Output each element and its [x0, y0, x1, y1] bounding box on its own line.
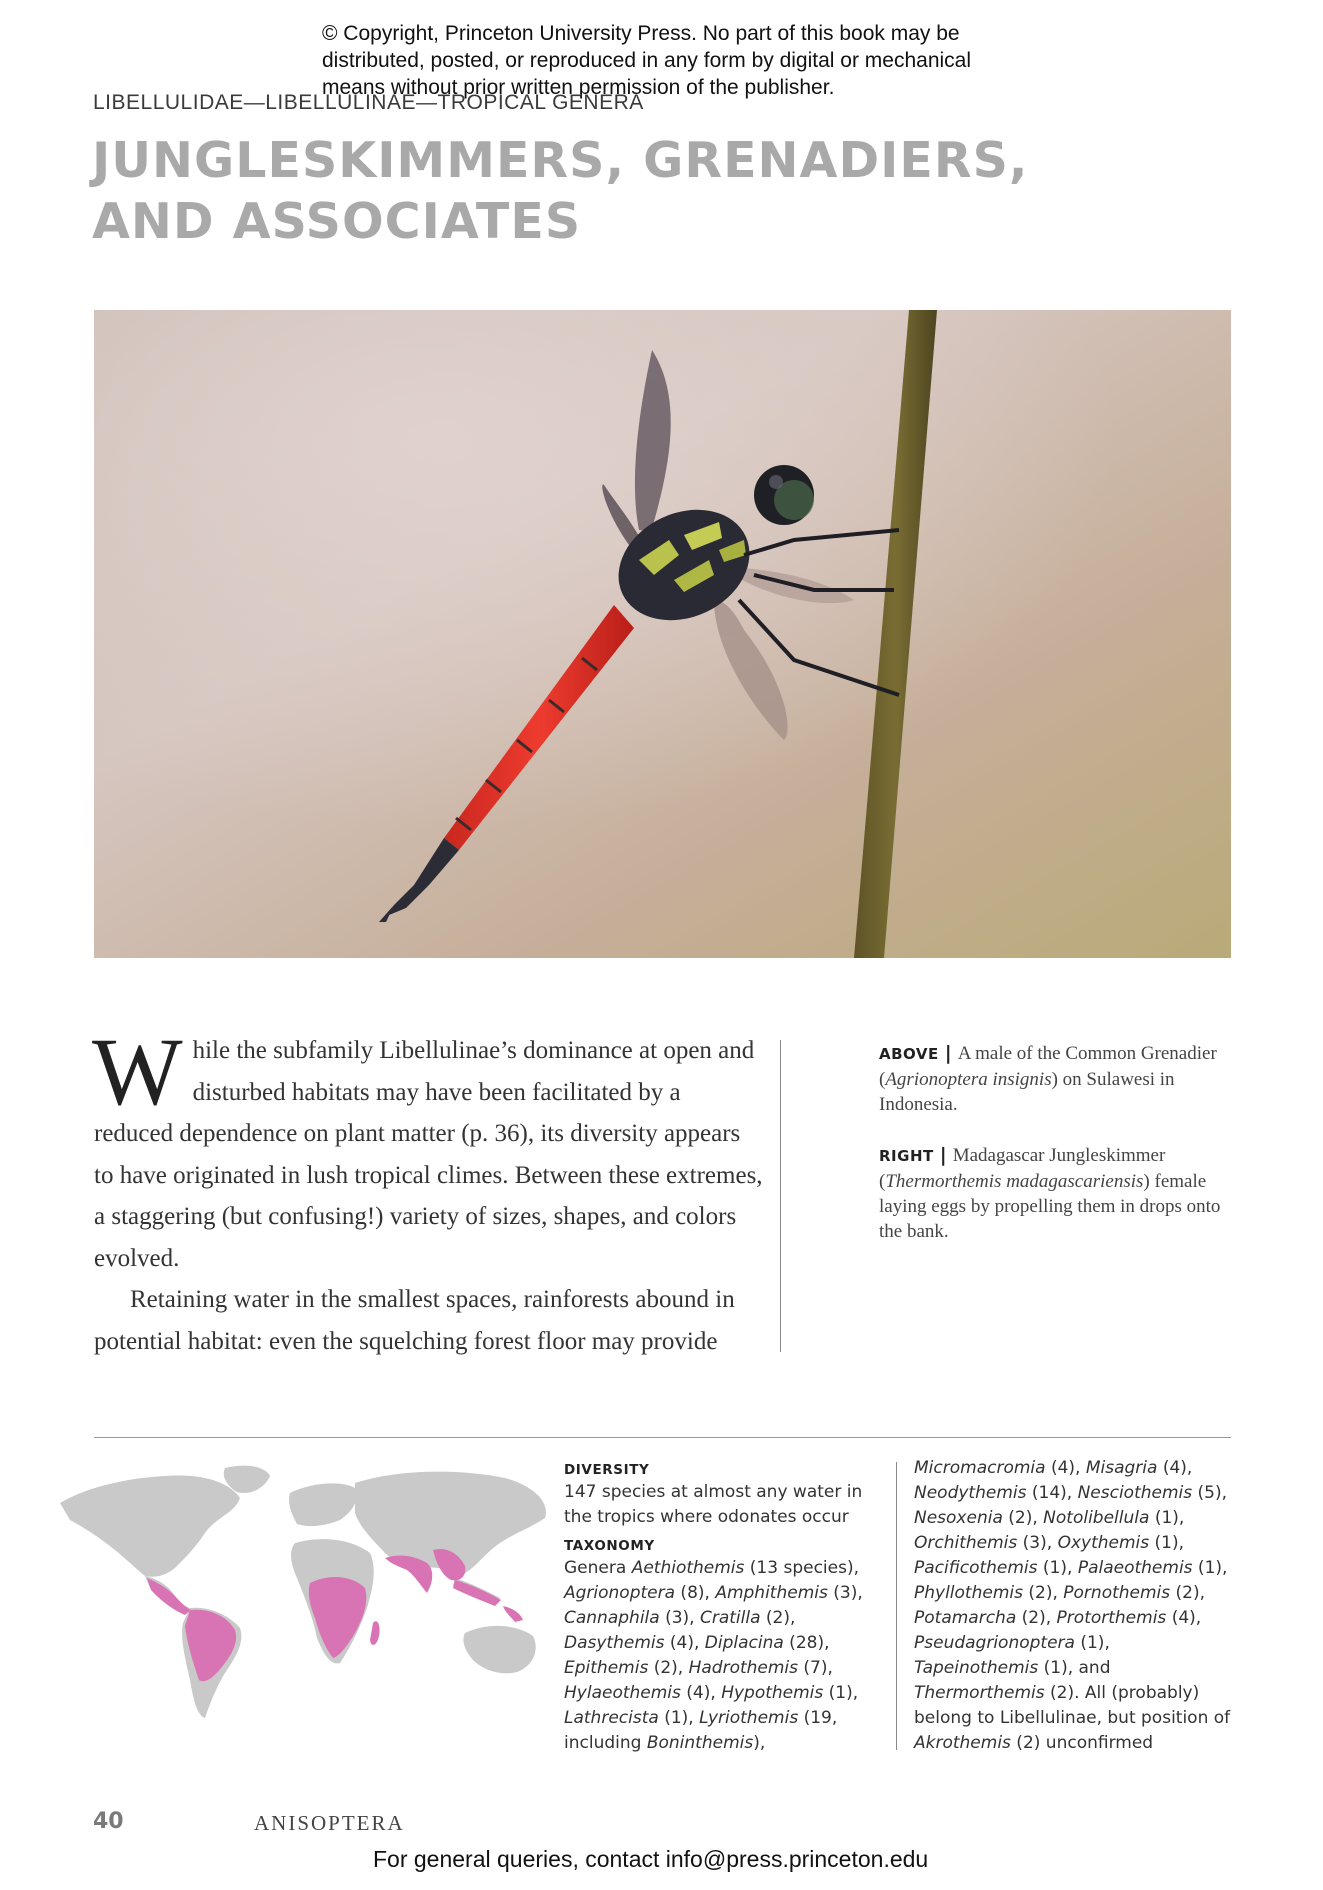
- genus-count: (3),: [1017, 1533, 1058, 1553]
- genus-count: (1),: [1074, 1633, 1110, 1653]
- genus-count: (1),: [658, 1708, 700, 1728]
- paragraph-1: [92, 1018, 764, 1279]
- genus-count: (1),: [1149, 1508, 1185, 1528]
- genus-name: Lyriothemis: [699, 1708, 799, 1728]
- genus-name: Akrothemis: [914, 1733, 1011, 1753]
- genus-count: (3),: [827, 1583, 863, 1603]
- genus-count: (28),: [783, 1633, 830, 1653]
- page-title: [92, 130, 1092, 252]
- genus-name: Dasythemis: [564, 1633, 665, 1653]
- genus-count: (5),: [1192, 1483, 1228, 1503]
- genus-name: Diplacina: [704, 1633, 784, 1653]
- drop-cap: W: [92, 1018, 183, 1125]
- caption-label: ABOVE: [879, 1045, 939, 1063]
- facts-divider: [896, 1462, 897, 1750]
- genus-name: Pseudagrionoptera: [914, 1633, 1075, 1653]
- taxonomy-genera-list-continued: [914, 1456, 1234, 1756]
- genus-name: Cannaphila: [564, 1608, 660, 1628]
- genus-count: (8),: [675, 1583, 716, 1603]
- genus-name: Palaeothemis: [1077, 1558, 1193, 1578]
- copyright-line: distributed, posted, or reproduced in any form by digital or mechanical: [322, 49, 972, 72]
- copyright-line: © Copyright, Princeton University Press. No part of this book may be: [322, 22, 960, 45]
- genus-name: Aethiothemis: [631, 1558, 745, 1578]
- genus-count: (1), and: [1038, 1658, 1111, 1678]
- genus-name: Amphithemis: [715, 1583, 828, 1603]
- copyright-notice: [322, 20, 1082, 101]
- genus-count: (1),: [823, 1683, 859, 1703]
- genus-count: (1),: [1037, 1558, 1078, 1578]
- genus-name: Pornothemis: [1063, 1583, 1171, 1603]
- diversity-text: 147 species at almost any water in the tropics where odonates occur: [564, 1482, 863, 1527]
- caption-separator: |: [939, 1144, 947, 1166]
- genus-count: (1),: [1192, 1558, 1228, 1578]
- column-divider: [780, 1040, 781, 1352]
- genus-name: Hypothemis: [721, 1683, 824, 1703]
- caption-text: A male of the Common Grenadier (: [879, 1043, 1217, 1090]
- genus-count: (7),: [798, 1658, 833, 1678]
- genus-count: (4),: [1045, 1458, 1086, 1478]
- diversity-heading: DIVERSITY: [564, 1462, 650, 1478]
- genus-count: (2),: [1022, 1583, 1064, 1603]
- genus-name: Epithemis: [564, 1658, 649, 1678]
- caption-text: ) on Sulawesi in Indonesia.: [879, 1069, 1175, 1115]
- genus-count: (4),: [1166, 1608, 1202, 1628]
- genus-count: (3),: [659, 1608, 700, 1628]
- genus-name: Boninthemis: [646, 1733, 754, 1753]
- genus-count: ),: [753, 1733, 766, 1753]
- body-text: [92, 1018, 764, 1362]
- paragraph-1-text: hile the subfamily Libellulinae’s dominance at open and disturbed habitats may have been facilitated by a reduced dependence on plant matter (p. 36), its diversity appears to have originated in lush tropical climes. Between these extremes, a staggering (but confusing!) variety of sizes, shapes, and colors evolved.: [94, 1037, 763, 1272]
- genus-name: Micromacromia: [914, 1458, 1046, 1478]
- caption-text: Madagascar Jungleskimmer (: [879, 1145, 1166, 1192]
- caption-label: RIGHT: [879, 1147, 934, 1165]
- genus-name: Notolibellula: [1043, 1508, 1150, 1528]
- genus-count: (1),: [1149, 1533, 1184, 1553]
- genus-name: Hylaeothemis: [564, 1683, 681, 1703]
- genus-count: (4),: [680, 1683, 722, 1703]
- genus-name: Nesciothemis: [1077, 1483, 1193, 1503]
- caption-right: [879, 1143, 1224, 1244]
- genus-name: Agrionoptera: [564, 1583, 676, 1603]
- genus-name: Phyllothemis: [914, 1583, 1023, 1603]
- dragonfly-photo: [94, 310, 1231, 958]
- section-rule: [94, 1437, 1231, 1438]
- genus-count: (2). All (probably) belong to Libellulinae, but position of: [914, 1683, 1231, 1728]
- caption-above: [879, 1041, 1224, 1117]
- genus-count: (19, including: [564, 1708, 838, 1753]
- genus-count: (2),: [1016, 1608, 1057, 1628]
- genus-count: Genera: [564, 1558, 632, 1578]
- dragonfly-head: [754, 465, 814, 525]
- genus-name: Neodythemis: [914, 1483, 1027, 1503]
- paragraph-2: Retaining water in the smallest spaces, rainforests abound in potential habitat: even the squelching forest floor may provide: [94, 1286, 735, 1355]
- contact-footer: For general queries, contact info@press.princeton.edu: [373, 1846, 929, 1872]
- facts-column-left: [564, 1460, 864, 1756]
- genus-name: Nesoxenia: [914, 1508, 1003, 1528]
- genus-name: Cratilla: [699, 1608, 761, 1628]
- genus-name: Potamarcha: [914, 1608, 1017, 1628]
- taxonomy-heading: TAXONOMY: [564, 1538, 655, 1554]
- caption-separator: |: [944, 1042, 952, 1064]
- caption-species: Thermorthemis madagascariensis: [885, 1171, 1144, 1192]
- photo-captions: [879, 1041, 1224, 1270]
- genus-count: (2),: [648, 1658, 689, 1678]
- genus-count: (2) unconfirmed: [1010, 1733, 1154, 1753]
- genus-name: Tapeinothemis: [914, 1658, 1039, 1678]
- copyright-line: means without prior written permission of the publisher.: [322, 76, 835, 99]
- genus-name: Protorthemis: [1056, 1608, 1167, 1628]
- genus-name: Oxythemis: [1057, 1533, 1150, 1553]
- taxonomy-genera-list: [564, 1556, 864, 1756]
- genus-count: (2),: [1002, 1508, 1044, 1528]
- title-line-1: JUNGLESKIMMERS, GRENADIERS,: [92, 132, 1029, 189]
- genus-count: (2),: [1170, 1583, 1206, 1603]
- genus-name: Lathrecista: [564, 1708, 659, 1728]
- genus-name: Misagria: [1085, 1458, 1158, 1478]
- genus-count: (4),: [1157, 1458, 1193, 1478]
- genus-name: Thermorthemis: [914, 1683, 1045, 1703]
- genus-name: Pacificothemis: [914, 1558, 1038, 1578]
- page-number: 40: [93, 1809, 124, 1834]
- caption-text: ) female laying eggs by propelling them in drops onto the bank.: [879, 1171, 1221, 1242]
- genus-count: (4),: [664, 1633, 705, 1653]
- distribution-map: [55, 1458, 555, 1728]
- genus-count: (2),: [760, 1608, 796, 1628]
- title-line-2: AND ASSOCIATES: [92, 193, 582, 250]
- section-name: ANISOPTERA: [254, 1811, 405, 1835]
- genus-count: (14),: [1026, 1483, 1078, 1503]
- facts-column-right: [914, 1456, 1234, 1756]
- running-head: LIBELLULIDAE—LIBELLULINAE—TROPICAL GENERA: [93, 91, 644, 114]
- genus-name: Hadrothemis: [688, 1658, 799, 1678]
- genus-count: (13 species),: [744, 1558, 859, 1578]
- genus-name: Orchithemis: [914, 1533, 1018, 1553]
- caption-species: Agrionoptera insignis: [885, 1069, 1052, 1090]
